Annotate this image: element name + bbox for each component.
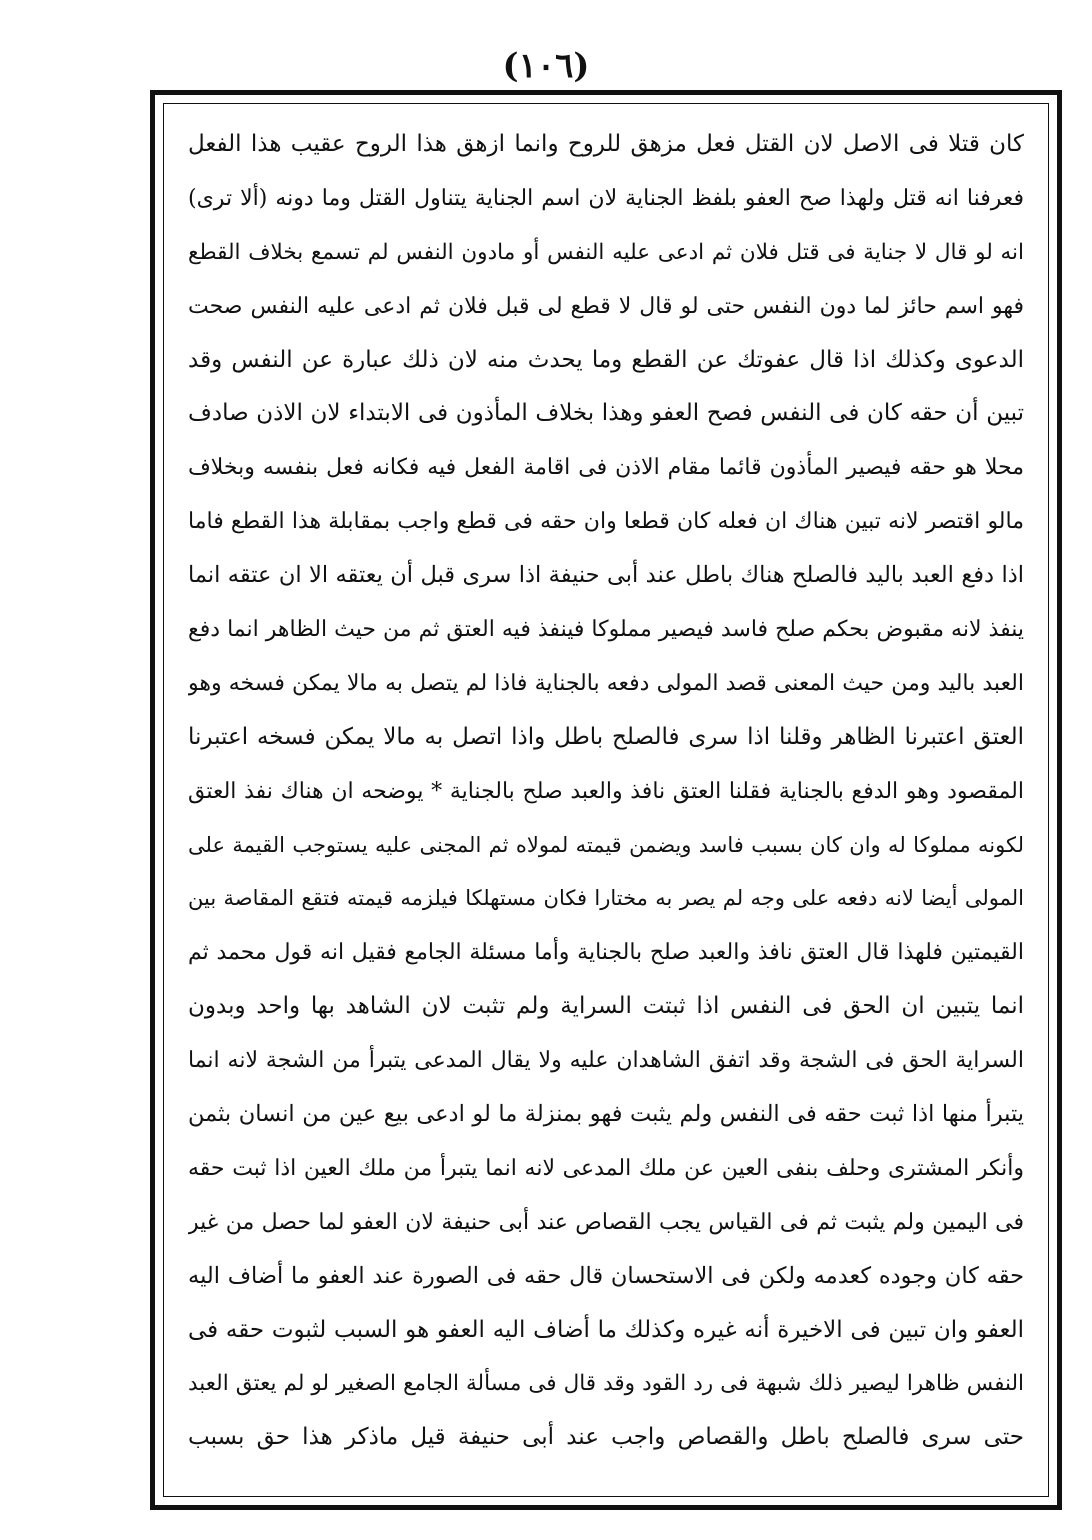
text-line: النفس ظاهرا ليصير ذلك شبهة فى رد القود وقد قال فى مسألة الجامع الصغير لو لم يعتق العبد [188,1371,1024,1397]
text-line: الدعوى وكذلك اذا قال عفوتك عن القطع وما يحدث منه لان ذلك عبارة عن النفس وقد [188,346,1024,373]
text-line: ينفذ لانه مقبوض بحكم صلح فاسد فيصير مملوكا فينفذ فيه العتق ثم من حيث الظاهر انما دفع [188,617,1024,643]
text-line: لكونه مملوكا له وان كان بسبب فاسد ويضمن قيمته لمولاه ثم المجنى عليه يستوجب القيمة على [188,832,1024,857]
text-body [188,118,1024,1482]
text-line: السراية الحق فى الشجة وقد اتفق الشاهدان عليه ولا يقال المدعى يتبرأ من الشجة لانه انما [188,1048,1024,1074]
text-line: العفو وان تبين فى الاخيرة أنه غيره وكذلك ما أضاف اليه العفو هو السبب لثبوت حقه فى [188,1316,1024,1343]
text-line: المقصود وهو الدفع بالجناية فقلنا العتق نافذ والعبد صلح بالجناية * يوضحه ان هناك نفذ العتق [188,778,1024,804]
text-line: القيمتين فلهذا قال العتق نافذ والعبد صلح بالجناية وأما مسئلة الجامع فقيل انه قول محمد ثم [188,940,1024,966]
text-line: تبين أن حقه كان فى النفس فصح العفو وهذا بخلاف المأذون فى الابتداء لان الاذن صادف [188,400,1024,427]
text-line: محلا هو حقه فيصير المأذون قائما مقام الاذن فى اقامة الفعل فيه فكانه فعل بنفسه وبخلاف [188,455,1024,481]
page-number: (١٠٦) [502,46,590,86]
text-line: فعرفنا انه قتل ولهذا صح العفو بلفظ الجناية لان اسم الجناية يتناول القتل وما دونه (ألا ترى) [188,185,1024,211]
text-line: يتبرأ منها اذا ثبت حقه فى النفس ولم يثبت فهو بمنزلة ما لو ادعى بيع عين من انسان بثمن [188,1101,1024,1128]
text-line: العتق اعتبرنا الظاهر وقلنا اذا سرى فالصلح باطل واذا اتصل به مالا يمكن فسخه اعتبرنا [188,723,1024,750]
text-line: المولى أيضا لانه دفعه على وجه لم يصر به مختارا فكان مستهلكا فيلزمه قيمته فتقع المقاصة بين [188,886,1024,911]
text-line: حتى سرى فالصلح باطل والقصاص واجب عند أبى حنيفة قيل ماذكر هذا حق بسبب [188,1424,1024,1451]
text-line: اذا دفع العبد باليد فالصلح هناك باطل عند أبى حنيفة اذا سرى قبل أن يعتقه الا ان عتقه انما [188,562,1024,589]
text-line: حقه كان وجوده كعدمه ولكن فى الاستحسان قال حقه فى الصورة عند العفو ما أضاف اليه [188,1262,1024,1289]
page-border [150,90,1062,1510]
text-line: العبد باليد ومن حيث المعنى قصد المولى دفعه بالجناية فاذا لم يتصل به مالا يمكن فسخه وهو [188,670,1024,696]
text-line: مالو اقتصر لانه تبين هناك ان فعله كان قطعا وان حقه فى قطع واجب بمقابلة هذا القطع فاما [188,509,1024,535]
text-line: وأنكر المشترى وحلف بنفى العين عن ملك المدعى لانه انما يتبرأ من ملك العين اذا ثبت حقه [188,1155,1024,1181]
text-line: فهو اسم حائز لما دون النفس حتى لو قال لا قطع لى قبل فلان ثم ادعى عليه النفس صحت [188,293,1024,319]
page-border-inner [163,103,1049,1497]
text-line: انما يتبين ان الحق فى النفس اذا ثبتت السراية ولم تثبت لان الشاهد بها واحد وبدون [188,993,1024,1020]
text-line: انه لو قال لا جناية فى قتل فلان ثم ادعى عليه النفس أو مادون النفس لم تسمع بخلاف القطع [188,239,1024,265]
text-line: فى اليمين ولم يثبت ثم فى القياس يجب القصاص عند أبى حنيفة لان العفو لما حصل من غير [188,1209,1024,1235]
text-line: كان قتلا فى الاصل لان القتل فعل مزهق للروح وانما ازهق هذا الروح عقيب هذا الفعل [188,131,1024,157]
